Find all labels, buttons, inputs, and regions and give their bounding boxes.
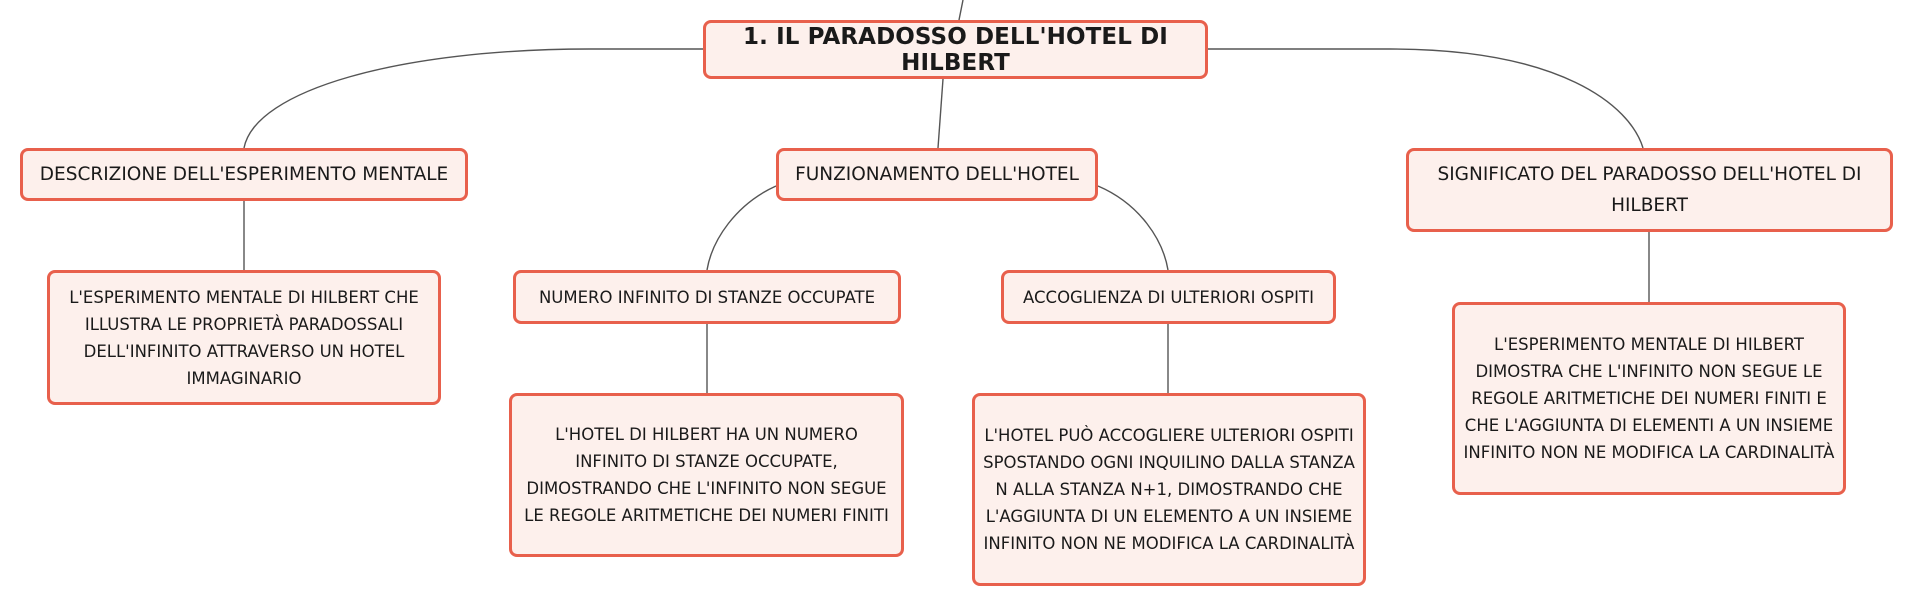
root-node-label: 1. IL PARADOSSO DELL'HOTEL DI HILBERT xyxy=(743,23,1168,76)
root-node[interactable] xyxy=(703,20,1208,79)
connector-root-to-funzionamento xyxy=(938,79,943,148)
connector-funzionamento-to-accoglienza xyxy=(1098,186,1168,270)
connector-root-to-descrizione xyxy=(244,49,703,148)
detail-node-significato-text: L'ESPERIMENTO MENTALE DI HILBERT DIMOSTRA CHE L'INFINITO NON SEGUE LE REGOLE ARITMETICHE DEI NUMERI FINITI E CHE L'AGGIUNTA DI ELEMENTI A UN INSIEME INFINITO NON NE MODIFICA LA CARDINALITÀ xyxy=(1463,335,1835,462)
detail-node-descrizione-text: L'ESPERIMENTO MENTALE DI HILBERT CHE ILLUSTRA LE PROPRIETÀ PARADOSSALI DELL'INFINITO ATTRAVERSO UN HOTEL IMMAGINARIO xyxy=(69,287,419,388)
branch-node-funzionamento-label: FUNZIONAMENTO DELL'HOTEL xyxy=(795,164,1079,185)
detail-node-numero-infinito-text: L'HOTEL DI HILBERT HA UN NUMERO INFINITO DI STANZE OCCUPATE, DIMOSTRANDO CHE L'INFINITO NON SEGUE LE REGOLE ARITMETICHE DEI NUMERI FINITI xyxy=(524,425,889,525)
detail-node-significato[interactable] xyxy=(1452,302,1846,495)
branch-node-descrizione[interactable] xyxy=(20,148,468,201)
detail-node-descrizione[interactable] xyxy=(47,270,441,405)
detail-node-accoglienza[interactable] xyxy=(972,393,1366,586)
detail-node-numero-infinito[interactable] xyxy=(509,393,904,557)
sub-node-numero-infinito-label: NUMERO INFINITO DI STANZE OCCUPATE xyxy=(538,287,876,307)
sub-node-accoglienza[interactable] xyxy=(1001,270,1336,324)
branch-node-funzionamento[interactable] xyxy=(776,148,1098,201)
connector-root-to-significato xyxy=(1208,49,1643,148)
branch-node-significato[interactable] xyxy=(1406,148,1893,232)
connector-parent-to-root xyxy=(959,0,963,20)
branch-node-significato-label: SIGNIFICATO DEL PARADOSSO DELL'HOTEL DI HILBERT xyxy=(1437,164,1862,216)
detail-node-accoglienza-text: L'HOTEL PUÒ ACCOGLIERE ULTERIORI OSPITI SPOSTANDO OGNI INQUILINO DALLA STANZA N ALLA STANZA N+1, DIMOSTRANDO CHE L'AGGIUNTA DI UN ELEMENTO A UN INSIEME INFINITO NON NE MODIFICA LA CARDINALITÀ xyxy=(983,426,1355,553)
sub-node-numero-infinito[interactable] xyxy=(513,270,901,324)
sub-node-accoglienza-label: ACCOGLIENZA DI ULTERIORI OSPITI xyxy=(1023,287,1314,307)
connector-funzionamento-to-numero xyxy=(707,186,776,270)
branch-node-descrizione-label: DESCRIZIONE DELL'ESPERIMENTO MENTALE xyxy=(39,164,449,185)
